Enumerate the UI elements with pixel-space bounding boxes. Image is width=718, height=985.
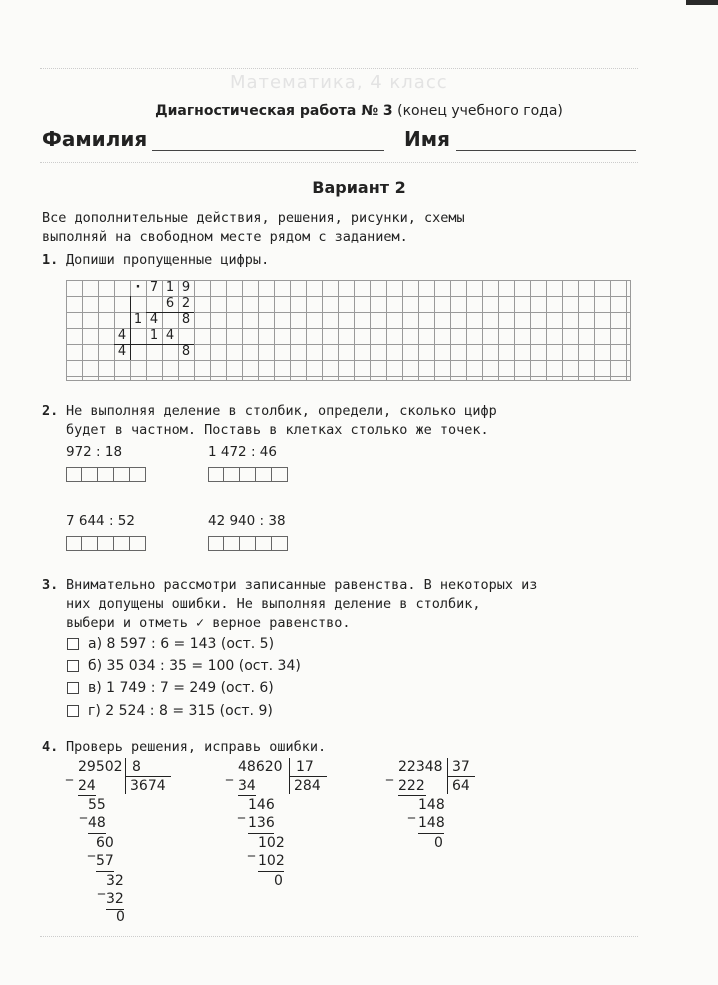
option-checkbox[interactable] (67, 638, 79, 650)
divisor: 37 (452, 759, 470, 775)
footer-divider (40, 936, 638, 937)
task-text: будет в частном. Поставь в клетках столько же точек. (66, 422, 489, 438)
grid-digit: 7 (149, 280, 159, 295)
task-number: 2. (42, 403, 59, 419)
step: 60 (96, 835, 114, 851)
task-text: выбери и отметь ✓ верное равенство. (66, 615, 351, 631)
answer-boxes[interactable] (66, 467, 146, 482)
step: 32 (106, 891, 124, 907)
corner-mark (686, 0, 718, 5)
option-checkbox[interactable] (67, 682, 79, 694)
answer-boxes[interactable] (208, 536, 288, 551)
answer-grid[interactable] (66, 280, 631, 381)
grid-digit: 8 (181, 312, 191, 327)
answer-boxes[interactable] (208, 467, 288, 482)
grid-digit: 8 (181, 344, 191, 359)
division-expression: 42 940 : 38 (208, 513, 286, 529)
division-expression: 972 : 18 (66, 444, 123, 460)
grid-dot: · (135, 280, 141, 295)
grid-rule (130, 296, 131, 360)
grid-digit: 1 (133, 312, 143, 327)
dividend: 48620 (238, 759, 283, 775)
task-number: 3. (42, 577, 59, 593)
ghost-divider (40, 68, 638, 69)
intro-line: Все дополнительные действия, решения, рисунки, схемы (42, 210, 465, 226)
option-label: б) 35 034 : 35 = 100 (ост. 34) (88, 658, 301, 674)
step: 146 (248, 797, 275, 813)
grid-rule (146, 312, 194, 313)
grid-digit: 2 (181, 296, 191, 311)
grid-digit: 6 (165, 296, 175, 311)
step: 48 (88, 815, 106, 831)
step: 57 (96, 853, 114, 869)
step: 0 (274, 873, 283, 889)
dividend: 22348 (398, 759, 443, 775)
step: 136 (248, 815, 275, 831)
ghost-divider (40, 162, 638, 163)
grid-digit: 4 (117, 328, 127, 343)
task-number: 1. (42, 252, 59, 268)
step: 222 (398, 778, 425, 794)
task-number: 4. (42, 739, 59, 755)
intro-line: выполняй на свободном месте рядом с заданием. (42, 229, 408, 245)
grid-digit: 4 (117, 344, 127, 359)
quotient: 64 (452, 778, 470, 794)
surname-field[interactable] (152, 150, 384, 151)
option-checkbox[interactable] (67, 705, 79, 717)
grid-digit: 4 (149, 312, 159, 327)
grid-digit: 4 (165, 328, 175, 343)
grid-digit: 9 (181, 280, 191, 295)
quotient: 284 (294, 778, 321, 794)
name-label: Имя (404, 127, 450, 151)
option-checkbox[interactable] (67, 660, 79, 672)
step: 148 (418, 815, 445, 831)
grid-digit: 1 (149, 328, 159, 343)
grid-digit: 1 (165, 280, 175, 295)
task-text: них допущены ошибки. Не выполняя деление в столбик, (66, 596, 481, 612)
quotient: 3674 (130, 778, 166, 794)
task-text: Проверь решения, исправь ошибки. (66, 739, 327, 755)
divisor: 8 (132, 759, 141, 775)
option-label: а) 8 597 : 6 = 143 (ост. 5) (88, 636, 275, 652)
variant-heading: Вариант 2 (312, 178, 406, 197)
step: 34 (238, 778, 256, 794)
step: 0 (434, 835, 443, 851)
step: 102 (258, 853, 285, 869)
divisor: 17 (296, 759, 314, 775)
task-text: Допиши пропущенные цифры. (66, 252, 270, 268)
step: 55 (88, 797, 106, 813)
step: 24 (78, 778, 96, 794)
long-division: _ 48620 17 284 34 _ 146 136 _ 102 102 0 (226, 758, 346, 893)
step: 102 (258, 835, 285, 851)
task-text: Не выполняя деление в столбик, определи, сколько цифр (66, 403, 497, 419)
long-division: _ 22348 37 64 222 _ 148 148 0 (386, 758, 506, 858)
answer-boxes[interactable] (66, 536, 146, 551)
ghost-title: Математика, 4 класс (230, 72, 448, 93)
page-title: Диагностическая работа № 3 (конец учебного года) (155, 103, 563, 119)
option-label: в) 1 749 : 7 = 249 (ост. 6) (88, 680, 274, 696)
long-division: _ 29502 8 3674 24 _ 55 48 _ 60 57 _ 32 32 0 (66, 758, 186, 928)
task-text: Внимательно рассмотри записанные равенства. В некоторых из (66, 577, 538, 593)
name-field[interactable] (456, 150, 636, 151)
division-expression: 1 472 : 46 (208, 444, 277, 460)
surname-label: Фамилия (42, 127, 148, 151)
step: 0 (116, 909, 125, 925)
division-expression: 7 644 : 52 (66, 513, 135, 529)
step: 148 (418, 797, 445, 813)
dividend: 29502 (78, 759, 123, 775)
grid-rule (114, 344, 194, 345)
option-label: г) 2 524 : 8 = 315 (ост. 9) (88, 703, 273, 719)
step: 32 (106, 873, 124, 889)
